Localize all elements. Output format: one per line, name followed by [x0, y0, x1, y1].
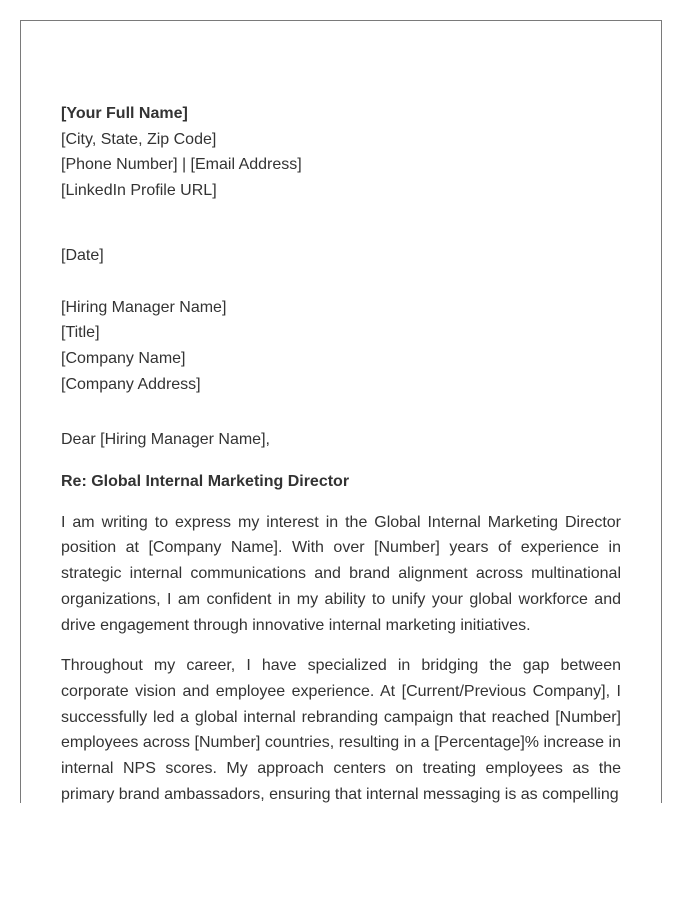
subject-block	[61, 469, 621, 495]
letter-date: [Date]	[61, 246, 104, 264]
recipient-block	[61, 295, 621, 398]
sender-block	[61, 101, 621, 204]
date-block	[61, 243, 621, 269]
salutation-block	[61, 427, 621, 453]
salutation: Dear [Hiring Manager Name],	[61, 431, 270, 449]
recipient-address: [Company Address]	[61, 375, 201, 393]
body-paragraph-2: Throughout my career, I have specialized in bridging the gap between corporate vision and employee experience. At [Current/Previous Company], I successfully led a global internal rebranding campaign that reached [Number] employees across [Number] countries, resulting in a [Percentage]% increase in internal NPS scores. My approach centers on treating employees as the primary brand ambassadors, ensuring that internal messaging is as compelling	[61, 657, 621, 803]
sender-linkedin: [LinkedIn Profile URL]	[61, 182, 217, 200]
sender-city: [City, State, Zip Code]	[61, 130, 217, 148]
letter-content	[61, 101, 621, 803]
sender-name: [Your Full Name]	[61, 105, 188, 122]
body-paragraph-1: I am writing to express my interest in the Global Internal Marketing Director position at [Company Name]. With over [Number] years of experience in strategic internal communications and brand alignment across multinational organizations, I am confident in my ability to unify your global workforce and drive engagement through innovative internal marketing initiatives.	[61, 513, 621, 634]
sender-contact: [Phone Number] | [Email Address]	[61, 156, 302, 174]
recipient-title: [Title]	[61, 324, 100, 342]
subject-line: Re: Global Internal Marketing Director	[61, 473, 350, 491]
letter-page	[20, 20, 662, 803]
recipient-manager: [Hiring Manager Name]	[61, 298, 227, 316]
recipient-company: [Company Name]	[61, 349, 186, 367]
